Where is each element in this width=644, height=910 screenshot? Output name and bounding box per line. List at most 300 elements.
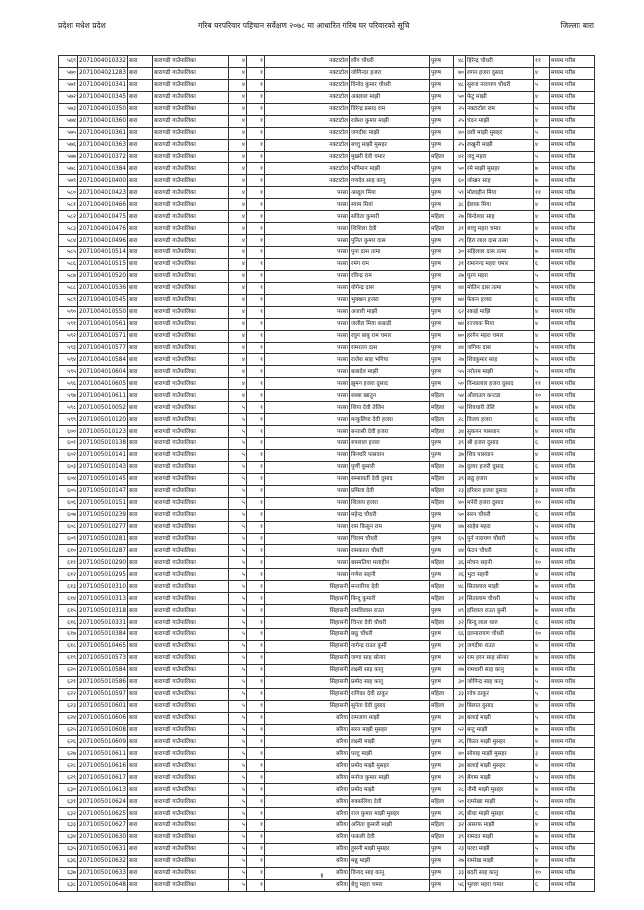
cell-members: ४ (534, 652, 550, 664)
cell-ward: ५ (229, 772, 247, 784)
cell-category: मध्यम गरीब (550, 235, 595, 247)
cell-tole: बरिया (265, 772, 350, 784)
cell-gender: महिला (430, 557, 454, 569)
cell-district: बारा (128, 748, 153, 760)
cell-age: ३९ (454, 831, 466, 843)
cell-col-1: १ (247, 91, 265, 103)
cell-household-id: 2071005010609 (78, 736, 128, 748)
cell-members: १० (534, 557, 550, 569)
cell-district: बारा (128, 509, 153, 521)
cell-age: ३९ (454, 473, 466, 485)
cell-father-name: बलाई माझी मुसहर (466, 760, 534, 772)
cell-municipality: बारागढी गाउँपालिका (153, 151, 229, 163)
table-row (59, 605, 595, 617)
cell-gender: महिला (430, 617, 454, 629)
cell-tole: परसा (265, 354, 350, 366)
cell-gender: महिला (430, 796, 454, 808)
cell-age: ४० (454, 497, 466, 509)
cell-household-id: 2071005010052 (78, 402, 128, 414)
cell-category: मध्यम गरीब (550, 414, 595, 426)
cell-members: ५ (534, 151, 550, 163)
cell-col-1: १ (247, 306, 265, 318)
cell-municipality: बारागढी गाउँपालिका (153, 843, 229, 855)
cell-father-name: मोचन सहनी (466, 557, 534, 569)
cell-ward: ५ (229, 581, 247, 593)
cell-category: मध्यम गरीब (550, 820, 595, 832)
cell-household-id: 2071005010313 (78, 593, 128, 605)
cell-col-1: १ (247, 247, 265, 259)
cell-tole: परसा (265, 270, 350, 282)
cell-head-name: रामकान्त चौधरी (350, 545, 430, 557)
cell-household-id: 2071004010363 (78, 139, 128, 151)
cell-age: ४८ (454, 79, 466, 91)
cell-ward: ५ (229, 509, 247, 521)
cell-age: ५६ (454, 879, 466, 891)
cell-head-name: स्याम मियां (350, 199, 430, 211)
cell-head-name: रमंग राम (350, 258, 430, 270)
cell-head-name: जग्गा साह सोनार (350, 652, 430, 664)
cell-father-name: मनेरी हजरा दुसाद (466, 497, 534, 509)
cell-members: ५ (534, 342, 550, 354)
cell-ward: ४ (229, 294, 247, 306)
cell-municipality: बारागढी गाउँपालिका (153, 449, 229, 461)
cell-father-name: सरन चौधरी (466, 509, 534, 521)
cell-tole: बरिया (265, 736, 350, 748)
cell-municipality: बारागढी गाउँपालिका (153, 629, 229, 641)
table-row (59, 784, 595, 796)
cell-gender: पुरुष (430, 736, 454, 748)
cell-ward: ४ (229, 282, 247, 294)
cell-category: मध्यम गरीब (550, 175, 595, 187)
cell-district: बारा (128, 724, 153, 736)
cell-district: बारा (128, 557, 153, 569)
cell-members: ५ (534, 843, 550, 855)
cell-ward: ५ (229, 569, 247, 581)
cell-household-id: 2071005010633 (78, 867, 128, 879)
cell-tole: सिहासनी (265, 629, 350, 641)
cell-serial: ५९६ (59, 378, 78, 390)
cell-father-name: राम हरन साह सोनार (466, 652, 534, 664)
cell-serial: ५८२ (59, 211, 78, 223)
cell-category: मध्यम गरीब (550, 342, 595, 354)
cell-members: ७ (534, 581, 550, 593)
cell-gender: पुरुष (430, 354, 454, 366)
cell-head-name: बिन्दु कुमारी (350, 593, 430, 605)
cell-ward: ५ (229, 617, 247, 629)
cell-category: मध्यम गरीब (550, 521, 595, 533)
cell-municipality: बारागढी गाउँपालिका (153, 509, 229, 521)
cell-ward: ४ (229, 211, 247, 223)
cell-district: बारा (128, 843, 153, 855)
cell-household-id: 2071005010318 (78, 605, 128, 617)
cell-household-id: 2071005010624 (78, 796, 128, 808)
cell-household-id: 2071005010123 (78, 426, 128, 438)
cell-ward: ५ (229, 712, 247, 724)
table-row (59, 247, 595, 259)
cell-serial: ६०३ (59, 461, 78, 473)
cell-household-id: 2071004010496 (78, 235, 128, 247)
cell-serial: ५७५ (59, 127, 78, 139)
cell-household-id: 2071004010515 (78, 258, 128, 270)
cell-category: मध्यम गरीब (550, 533, 595, 545)
cell-members: ४ (534, 855, 550, 867)
cell-tole: परसा (265, 282, 350, 294)
cell-father-name: भुटा सहनी (466, 569, 534, 581)
cell-serial: ५७६ (59, 139, 78, 151)
cell-members: ७ (534, 831, 550, 843)
table-row (59, 378, 595, 390)
cell-head-name: पुर्णी कुमारी (350, 461, 430, 473)
cell-category: मध्यम गरीब (550, 449, 595, 461)
cell-category: मध्यम गरीब (550, 163, 595, 175)
cell-district: बारा (128, 473, 153, 485)
cell-col-1: १ (247, 223, 265, 235)
cell-head-name: चिन्ता देवी चौधरी (350, 617, 430, 629)
cell-category: मध्यम गरीब (550, 56, 595, 68)
cell-ward: ५ (229, 640, 247, 652)
cell-head-name: झुमन हजरा दुसाद (350, 378, 430, 390)
cell-serial: ६३३ (59, 820, 78, 832)
cell-household-id: 2071004010332 (78, 56, 128, 68)
cell-head-name: सविता कुमारी (350, 211, 430, 223)
cell-serial: ६२४ (59, 712, 78, 724)
cell-col-1: १ (247, 79, 265, 91)
cell-serial: ५७० (59, 67, 78, 79)
cell-tole: परसा (265, 533, 350, 545)
cell-head-name: भुक्खन हजरा (350, 294, 430, 306)
cell-category: मध्यम गरीब (550, 79, 595, 91)
cell-tole: परसा (265, 223, 350, 235)
cell-gender: पुरुष (430, 199, 454, 211)
cell-age: ५२ (454, 724, 466, 736)
cell-members: ४ (534, 67, 550, 79)
cell-col-1: १ (247, 258, 265, 270)
cell-district: बारा (128, 282, 153, 294)
cell-category: मध्यम गरीब (550, 426, 595, 438)
cell-ward: ४ (229, 175, 247, 187)
cell-municipality: बारागढी गाउँपालिका (153, 426, 229, 438)
table-row (59, 497, 595, 509)
cell-col-1: १ (247, 808, 265, 820)
cell-age: ५९ (454, 187, 466, 199)
cell-ward: ५ (229, 867, 247, 879)
cell-head-name: सरन माझी मुसहर (350, 724, 430, 736)
cell-age: ५० (454, 378, 466, 390)
cell-head-name: योगेन्द्र दास (350, 282, 430, 294)
cell-father-name: रवेत्र ठाकुर (466, 688, 534, 700)
table-row (59, 724, 595, 736)
cell-gender: पुरुष (430, 879, 454, 891)
cell-gender: पुरुष (430, 282, 454, 294)
cell-tole: बरिया (265, 843, 350, 855)
cell-district: बारा (128, 270, 153, 282)
cell-household-id: 2071004010577 (78, 342, 128, 354)
cell-father-name: सुरुज नारायण चौधरी (466, 79, 534, 91)
cell-serial: ६१७ (59, 629, 78, 641)
cell-gender: पुरुष (430, 438, 454, 450)
cell-tole: परसा (265, 569, 350, 581)
cell-district: बारा (128, 306, 153, 318)
cell-gender: पुरुष (430, 139, 454, 151)
cell-members: ३ (534, 485, 550, 497)
cell-household-id: 2071005010465 (78, 640, 128, 652)
cell-household-id: 2071005010627 (78, 820, 128, 832)
cell-category: मध्यम गरीब (550, 67, 595, 79)
cell-category: मध्यम गरीब (550, 652, 595, 664)
cell-father-name: सुकनन पासवान (466, 426, 534, 438)
cell-members: ६ (534, 545, 550, 557)
cell-category: मध्यम गरीब (550, 294, 595, 306)
cell-age: ३१ (454, 258, 466, 270)
cell-father-name: असरफ माझी (466, 820, 534, 832)
cell-serial: ५९२ (59, 330, 78, 342)
cell-tole: परसा (265, 342, 350, 354)
cell-col-1: १ (247, 545, 265, 557)
cell-tole: परसा (265, 402, 350, 414)
cell-age: ४४ (454, 342, 466, 354)
cell-ward: ५ (229, 533, 247, 545)
cell-serial: ५७४ (59, 115, 78, 127)
cell-members: ६ (534, 509, 550, 521)
cell-household-id: 2071005010586 (78, 676, 128, 688)
cell-ward: ५ (229, 414, 247, 426)
cell-municipality: बारागढी गाउँपालिका (153, 127, 229, 139)
cell-municipality: बारागढी गाउँपालिका (153, 366, 229, 378)
cell-ward: ४ (229, 258, 247, 270)
cell-gender: पुरुष (430, 724, 454, 736)
cell-serial: ५७८ (59, 163, 78, 175)
cell-gender: पुरुष (430, 378, 454, 390)
cell-father-name: रामधारी साह कानु (466, 664, 534, 676)
cell-age: ३१ (454, 593, 466, 605)
cell-members: ४ (534, 473, 550, 485)
cell-tole: परसा (265, 318, 350, 330)
cell-serial: ५९४ (59, 354, 78, 366)
cell-gender: पुरुष (430, 760, 454, 772)
table-row (59, 796, 595, 808)
cell-district: बारा (128, 402, 153, 414)
cell-father-name: हिरा लाल दास तत्मा (466, 235, 534, 247)
table-row (59, 485, 595, 497)
cell-gender: महिला (430, 390, 454, 402)
cell-municipality: बारागढी गाउँपालिका (153, 533, 229, 545)
cell-category: मध्यम गरीब (550, 760, 595, 772)
cell-gender: महिला (430, 473, 454, 485)
cell-serial: ६१२ (59, 569, 78, 581)
table-row (59, 318, 595, 330)
cell-serial: ६०१ (59, 438, 78, 450)
cell-age: ३३ (454, 688, 466, 700)
cell-col-1: १ (247, 461, 265, 473)
cell-age: २६ (454, 569, 466, 581)
cell-members: ६ (534, 258, 550, 270)
cell-ward: ५ (229, 521, 247, 533)
cell-district: बारा (128, 772, 153, 784)
cell-father-name: बिन्देश्वर साह (466, 211, 534, 223)
table-row (59, 712, 595, 724)
table-row (59, 175, 595, 187)
cell-district: बारा (128, 258, 153, 270)
cell-category: मध्यम गरीब (550, 831, 595, 843)
cell-members: ७ (534, 402, 550, 414)
table-row (59, 402, 595, 414)
cell-gender: पुरुष (430, 330, 454, 342)
cell-district: बारा (128, 593, 153, 605)
cell-district: बारा (128, 820, 153, 832)
cell-district: बारा (128, 211, 153, 223)
cell-father-name: नक्टाटोल राम (466, 103, 534, 115)
cell-ward: ५ (229, 831, 247, 843)
cell-head-name: शिशिला देवी (350, 223, 430, 235)
cell-father-name: बदरी साह कानु (466, 867, 534, 879)
cell-col-1: १ (247, 115, 265, 127)
cell-members: ७ (534, 724, 550, 736)
cell-col-1: १ (247, 581, 265, 593)
cell-district: बारा (128, 223, 153, 235)
table-row (59, 820, 595, 832)
cell-col-1: १ (247, 426, 265, 438)
cell-col-1: १ (247, 533, 265, 545)
cell-head-name: हुसनी माझी मुसहर (350, 843, 430, 855)
cell-gender: पुरुष (430, 56, 454, 68)
cell-serial: ५८४ (59, 235, 78, 247)
cell-father-name: बन्टु माझी (466, 724, 534, 736)
cell-age: ४२ (454, 652, 466, 664)
province-label: प्रदेशः मधेश प्रदेश (58, 21, 106, 30)
cell-category: मध्यम गरीब (550, 139, 595, 151)
table-row (59, 676, 595, 688)
cell-gender: पुरुष (430, 342, 454, 354)
cell-household-id: 2071004010341 (78, 79, 128, 91)
cell-category: मध्यम गरीब (550, 402, 595, 414)
table-row (59, 688, 595, 700)
cell-category: मध्यम गरीब (550, 151, 595, 163)
page-number: १ (320, 872, 324, 880)
cell-members: ४ (534, 640, 550, 652)
cell-district: बारा (128, 831, 153, 843)
cell-district: बारा (128, 127, 153, 139)
cell-col-1: १ (247, 342, 265, 354)
cell-col-1: १ (247, 402, 265, 414)
cell-tole: परसा (265, 438, 350, 450)
cell-tole: बरिया (265, 820, 350, 832)
cell-household-id: 2071005010631 (78, 843, 128, 855)
cell-serial: ६२३ (59, 700, 78, 712)
cell-municipality: बारागढी गाउँपालिका (153, 676, 229, 688)
cell-district: बारा (128, 294, 153, 306)
cell-gender: पुरुष (430, 867, 454, 879)
cell-ward: ५ (229, 855, 247, 867)
cell-head-name: चिलम चौधरी (350, 533, 430, 545)
cell-age: २९ (454, 235, 466, 247)
cell-col-1: १ (247, 318, 265, 330)
cell-district: बारा (128, 712, 153, 724)
cell-tole: परसा (265, 187, 350, 199)
cell-gender: पुरुष (430, 187, 454, 199)
cell-head-name: महेन्द्र चौधरी (350, 509, 430, 521)
cell-members: ४ (534, 736, 550, 748)
cell-ward: ४ (229, 91, 247, 103)
cell-tole: नक्टाटोल (265, 151, 350, 163)
cell-municipality: बारागढी गाउँपालिका (153, 318, 229, 330)
table-row (59, 199, 595, 211)
cell-gender: पुरुष (430, 569, 454, 581)
cell-category: मध्यम गरीब (550, 330, 595, 342)
cell-serial: ५८८ (59, 282, 78, 294)
cell-serial: ६३० (59, 784, 78, 796)
cell-col-1: १ (247, 175, 265, 187)
table-row (59, 282, 595, 294)
cell-father-name: हरिलाल राउत कुर्मी (466, 605, 534, 617)
cell-head-name: रागिका देवी ठाकुर (350, 688, 430, 700)
cell-ward: ४ (229, 235, 247, 247)
cell-category: मध्यम गरीब (550, 772, 595, 784)
cell-age: ३९ (454, 438, 466, 450)
cell-ward: ५ (229, 402, 247, 414)
cell-household-id: 2071004021283 (78, 67, 128, 79)
cell-serial: ५८७ (59, 270, 78, 282)
cell-members: ४ (534, 820, 550, 832)
cell-category: मध्यम गरीब (550, 593, 595, 605)
cell-father-name: हरगेन महरा चमार (466, 330, 534, 342)
cell-head-name: राकेश कुमार माझी (350, 115, 430, 127)
cell-ward: ५ (229, 497, 247, 509)
cell-household-id: 2071005010138 (78, 438, 128, 450)
cell-father-name: छठु हजरा (466, 473, 534, 485)
cell-col-1: १ (247, 629, 265, 641)
table-row (59, 569, 595, 581)
cell-ward: ४ (229, 67, 247, 79)
cell-col-1: १ (247, 366, 265, 378)
cell-district: बारा (128, 533, 153, 545)
cell-age: ३१ (454, 223, 466, 235)
cell-father-name: सहिलाल दास तत्मा (466, 247, 534, 259)
cell-head-name: रुपलाल हजरा (350, 438, 430, 450)
cell-ward: ४ (229, 270, 247, 282)
cell-age: ७० (454, 330, 466, 342)
cell-ward: ४ (229, 187, 247, 199)
cell-gender: पुरुष (430, 664, 454, 676)
cell-municipality: बारागढी गाउँपालिका (153, 282, 229, 294)
cell-gender: महिला (430, 831, 454, 843)
cell-household-id: 2071004010611 (78, 390, 128, 402)
cell-ward: ५ (229, 796, 247, 808)
cell-tole: सिहासनी (265, 617, 350, 629)
cell-serial: ६३५ (59, 843, 78, 855)
cell-category: मध्यम गरीब (550, 545, 595, 557)
cell-serial: ६३२ (59, 808, 78, 820)
cell-household-id: 2071004010350 (78, 103, 128, 115)
cell-col-1: १ (247, 473, 265, 485)
cell-district: बारा (128, 605, 153, 617)
cell-household-id: 2071004010400 (78, 175, 128, 187)
cell-age: ४० (454, 127, 466, 139)
cell-father-name: सोयाइ माझी मुसहर (466, 748, 534, 760)
cell-gender: महिला (430, 461, 454, 473)
cell-head-name: भगिमान माझी (350, 163, 430, 175)
cell-household-id: 2071005010613 (78, 784, 128, 796)
cell-members: ५ (534, 235, 550, 247)
cell-age: ३३ (454, 867, 466, 879)
cell-municipality: बारागढी गाउँपालिका (153, 688, 229, 700)
cell-age: ७० (454, 67, 466, 79)
table-row (59, 306, 595, 318)
cell-col-1: १ (247, 593, 265, 605)
cell-household-id: 2071004010514 (78, 247, 128, 259)
cell-gender: पुरुष (430, 533, 454, 545)
cell-household-id: 2071005010277 (78, 521, 128, 533)
cell-tole: सिहासनी (265, 664, 350, 676)
